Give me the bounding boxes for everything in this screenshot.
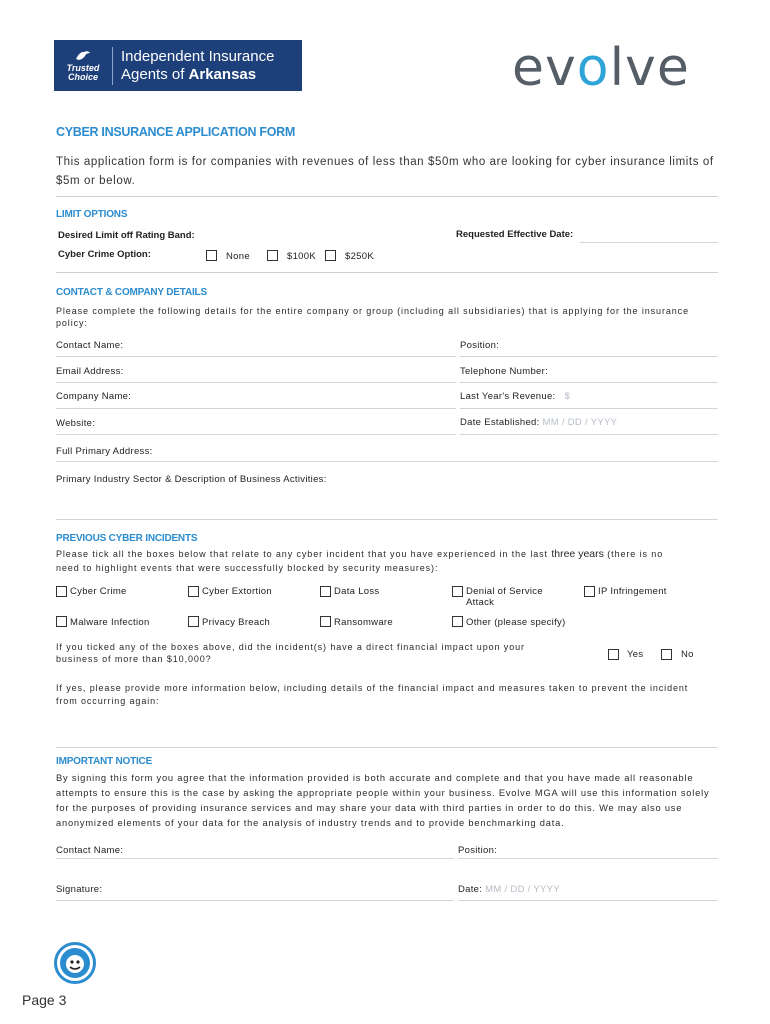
incident-dos-label: Denial of Service Attack [466, 586, 543, 608]
more-info-prompt: If yes, please provide more information below, including details of the financial impact and measures taken to prevent the incident from occurring again: [56, 683, 689, 706]
industry-label: Primary Industry Sector & Description of Business Activities: [56, 474, 327, 485]
financial-yes-label: Yes [627, 649, 644, 660]
address-label: Full Primary Address: [56, 446, 153, 457]
crime-none-checkbox[interactable] [206, 250, 217, 261]
date-label: Date: MM / DD / YYYY [458, 884, 560, 895]
incident-privacy-checkbox[interactable] [188, 616, 199, 627]
notice-position-label: Position: [458, 845, 498, 856]
notice-position-field[interactable] [458, 858, 718, 859]
incident-data-loss-label: Data Loss [334, 586, 380, 597]
crime-100k-checkbox[interactable] [267, 250, 278, 261]
industry-field[interactable] [56, 519, 718, 520]
incident-ransomware-checkbox[interactable] [320, 616, 331, 627]
seal-icon [54, 942, 96, 984]
more-info-field[interactable] [56, 747, 718, 748]
notice-contact-name-label: Contact Name: [56, 845, 124, 856]
contact-heading: CONTACT & COMPANY DETAILS [56, 287, 207, 298]
established-field[interactable] [460, 434, 718, 435]
effective-date-label: Requested Effective Date: [456, 229, 574, 240]
trusted-text: Trusted [66, 63, 100, 73]
crime-none-label: None [226, 251, 250, 262]
incident-extortion-checkbox[interactable] [188, 586, 199, 597]
crime-100k-label: $100K [287, 251, 316, 262]
logo-divider [112, 47, 113, 85]
notice-text: By signing this form you agree that the information provided is both accurate and complete and that you have made all reasonable attempts to ensure this is the case by asking the appropriate people within your business. Evolve MGA will use this information solely for the purposes of providing insurance services and may share your data with third parties in order to do this. We may also use anonymized elements of your data for the analysis of industry trends and to provide benchmarking data. [56, 773, 710, 828]
notice-contact-name-field[interactable] [56, 858, 454, 859]
website-label: Website: [56, 418, 96, 429]
choice-text: Choice [67, 72, 98, 82]
form-title: CYBER INSURANCE APPLICATION FORM [56, 125, 296, 139]
company-field[interactable] [56, 408, 456, 409]
signature-label: Signature: [56, 884, 103, 895]
email-field[interactable] [56, 382, 456, 383]
incident-ip-checkbox[interactable] [584, 586, 595, 597]
evolve-logo: evolve [512, 38, 690, 98]
incidents-heading: PREVIOUS CYBER INCIDENTS [56, 533, 198, 544]
financial-yes-checkbox[interactable] [608, 649, 619, 660]
crime-250k-checkbox[interactable] [325, 250, 336, 261]
financial-impact-question: If you ticked any of the boxes above, did the incident(s) have a direct financial impact upon your business of more than $10,000? [56, 642, 525, 664]
limit-options-heading: LIMIT OPTIONS [56, 209, 128, 220]
cyber-crime-label: Cyber Crime Option: [58, 249, 151, 260]
trusted-choice-mark [54, 40, 112, 91]
rating-band-label: Desired Limit off Rating Band: [58, 230, 195, 241]
incident-cyber-crime-checkbox[interactable] [56, 586, 67, 597]
position-field[interactable] [460, 356, 718, 357]
incident-other-checkbox[interactable] [452, 616, 463, 627]
financial-no-label: No [681, 649, 694, 660]
evolve-power-o: o [576, 38, 610, 98]
incident-data-loss-checkbox[interactable] [320, 586, 331, 597]
telephone-field[interactable] [460, 382, 718, 383]
financial-no-checkbox[interactable] [661, 649, 672, 660]
incident-other-label: Other (please specify) [466, 617, 566, 628]
company-label: Company Name: [56, 391, 132, 402]
date-field[interactable] [458, 900, 718, 901]
date-placeholder: MM / DD / YYYY [485, 884, 560, 895]
incidents-instructions: Please tick all the boxes below that relate to any cyber incident that you have experienced in the last three years (there is no need to highlight events that were successfully blocked by security measures): [56, 548, 664, 573]
incident-dos-checkbox[interactable] [452, 586, 463, 597]
effective-date-field[interactable] [580, 242, 718, 243]
contact-name-field[interactable] [56, 356, 456, 357]
website-field[interactable] [56, 434, 456, 435]
established-placeholder: MM / DD / YYYY [542, 417, 618, 428]
contact-name-label: Contact Name: [56, 340, 124, 351]
signature-field[interactable] [56, 900, 454, 901]
incident-malware-checkbox[interactable] [56, 616, 67, 627]
page-number: Page 3 [22, 992, 67, 1008]
email-label: Email Address: [56, 366, 124, 377]
contact-instructions: Please complete the following details for the entire company or group (including all subsidiaries) that is applying for the insurance policy: [56, 306, 689, 328]
crime-250k-label: $250K [345, 251, 374, 262]
divider [56, 196, 718, 197]
address-field[interactable] [56, 461, 718, 462]
mascot-face-icon [59, 947, 91, 979]
incident-ransomware-label: Ransomware [334, 617, 393, 628]
eagle-icon [75, 49, 91, 63]
notice-heading: IMPORTANT NOTICE [56, 756, 153, 767]
revenue-field[interactable] [460, 408, 718, 409]
incident-malware-label: Malware Infection [70, 617, 150, 628]
position-label: Position: [460, 340, 500, 351]
incident-privacy-label: Privacy Breach [202, 617, 271, 628]
incident-ip-label: IP Infringement [598, 586, 667, 597]
revenue-placeholder: $ [564, 391, 571, 402]
iiaa-logo [54, 40, 302, 91]
established-label: Date Established: MM / DD / YYYY [460, 417, 618, 428]
iiaa-line2: Agents of Arkansas [121, 65, 257, 83]
iiaa-line1: Independent Insurance [121, 47, 275, 65]
revenue-label: Last Year's Revenue: $ [460, 391, 571, 402]
incident-extortion-label: Cyber Extortion [202, 586, 272, 597]
divider [56, 272, 718, 273]
incident-cyber-crime-label: Cyber Crime [70, 586, 127, 597]
form-intro: This application form is for companies with revenues of less than $50m who are looking for cyber insurance limits of $5m or below. [56, 156, 714, 187]
telephone-label: Telephone Number: [460, 366, 549, 377]
